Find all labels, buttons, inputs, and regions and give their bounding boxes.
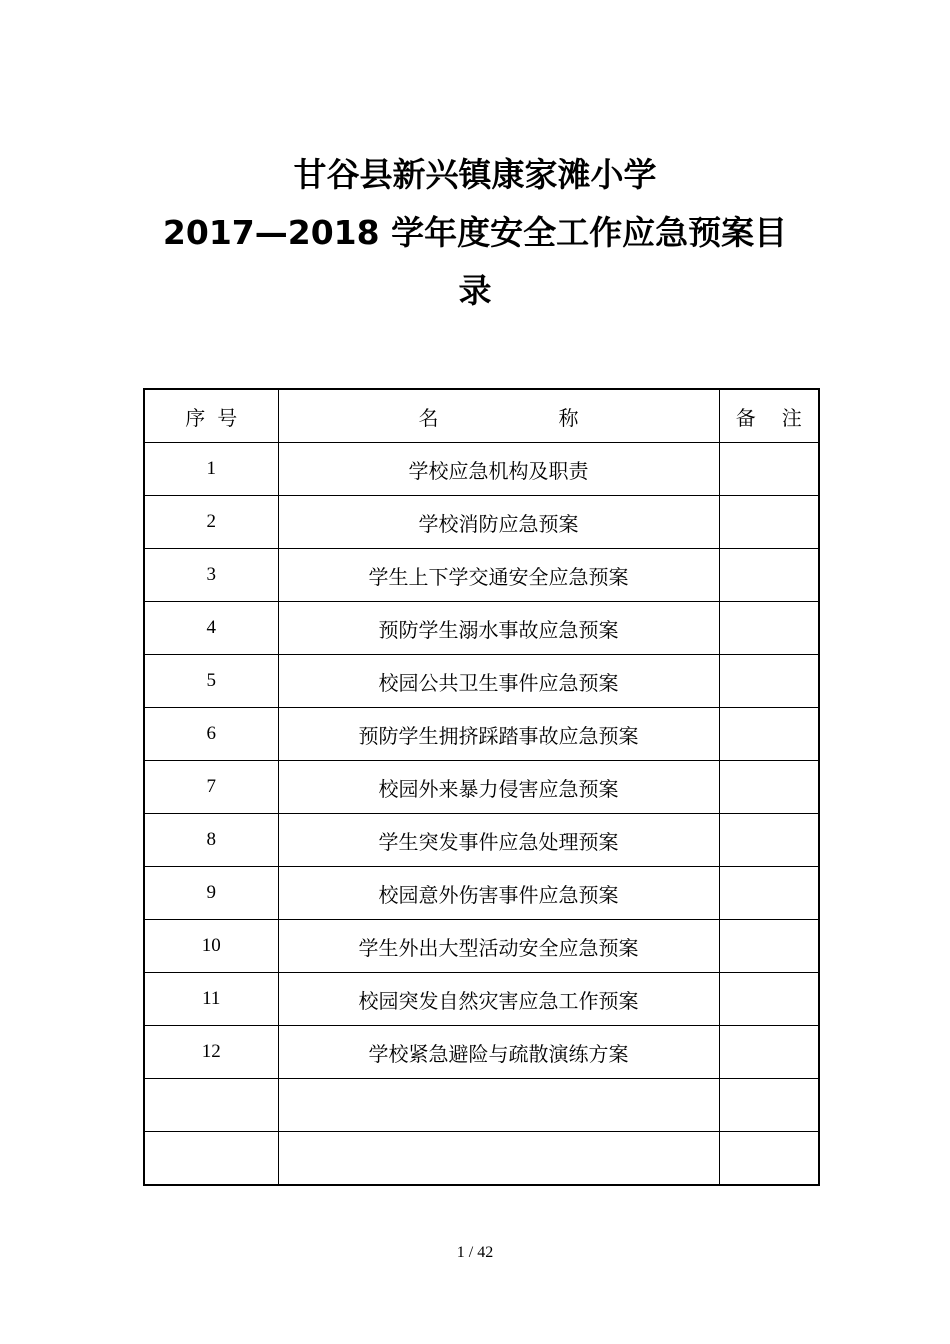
row-number: 2: [144, 496, 278, 549]
row-number: [144, 1132, 278, 1186]
row-number: 12: [144, 1026, 278, 1079]
row-name: 学校紧急避险与疏散演练方案: [278, 1026, 719, 1079]
table-row: [144, 708, 819, 761]
table-row: [144, 655, 819, 708]
row-remark: [719, 973, 819, 1026]
table-row: [144, 1079, 819, 1132]
table-row: [144, 1026, 819, 1079]
table-row: [144, 867, 819, 920]
row-remark: [719, 443, 819, 496]
table-row: [144, 814, 819, 867]
row-name: 预防学生溺水事故应急预案: [278, 602, 719, 655]
row-remark: [719, 1026, 819, 1079]
row-number: 4: [144, 602, 278, 655]
contents-table: [143, 388, 820, 1186]
row-name: [278, 1132, 719, 1186]
row-remark: [719, 655, 819, 708]
table-row: [144, 761, 819, 814]
row-remark: [719, 708, 819, 761]
row-remark: [719, 867, 819, 920]
table-row: [144, 549, 819, 602]
row-name: 学生突发事件应急处理预案: [278, 814, 719, 867]
title-line-3: 录: [458, 271, 492, 310]
row-number: 6: [144, 708, 278, 761]
row-number: 3: [144, 549, 278, 602]
row-name: 校园意外伤害事件应急预案: [278, 867, 719, 920]
page-indicator: 1 / 42: [456, 1244, 494, 1261]
row-name: 校园外来暴力侵害应急预案: [278, 761, 719, 814]
row-name: 学校消防应急预案: [278, 496, 719, 549]
table-row: [144, 973, 819, 1026]
row-number: 8: [144, 814, 278, 867]
row-name: 学校应急机构及职责: [278, 443, 719, 496]
header-number: 序号: [144, 389, 278, 443]
row-number: 9: [144, 867, 278, 920]
row-name: 学生外出大型活动安全应急预案: [278, 920, 719, 973]
table-row: [144, 920, 819, 973]
row-remark: [719, 1079, 819, 1132]
document-title: [0, 146, 950, 320]
row-name: 校园公共卫生事件应急预案: [278, 655, 719, 708]
row-number: [144, 1079, 278, 1132]
row-remark: [719, 602, 819, 655]
table-row: [144, 602, 819, 655]
table-header-row: [144, 389, 819, 443]
row-remark: [719, 814, 819, 867]
row-remark: [719, 496, 819, 549]
table-row: [144, 443, 819, 496]
row-number: 7: [144, 761, 278, 814]
row-number: 10: [144, 920, 278, 973]
row-number: 1: [144, 443, 278, 496]
row-name: [278, 1079, 719, 1132]
row-remark: [719, 1132, 819, 1186]
row-number: 5: [144, 655, 278, 708]
row-name: 学生上下学交通安全应急预案: [278, 549, 719, 602]
row-remark: [719, 761, 819, 814]
row-remark: [719, 549, 819, 602]
table-row: [144, 496, 819, 549]
table-row: [144, 1132, 819, 1186]
title-line-1: 甘谷县新兴镇康家滩小学: [293, 155, 657, 194]
header-remark: 备 注: [719, 389, 819, 443]
row-remark: [719, 920, 819, 973]
row-number: 11: [144, 973, 278, 1026]
header-name: 名 称: [278, 389, 719, 443]
title-line-2: 2017—2018 学年度安全工作应急预案目: [162, 213, 788, 252]
row-name: 校园突发自然灾害应急工作预案: [278, 973, 719, 1026]
row-name: 预防学生拥挤踩踏事故应急预案: [278, 708, 719, 761]
